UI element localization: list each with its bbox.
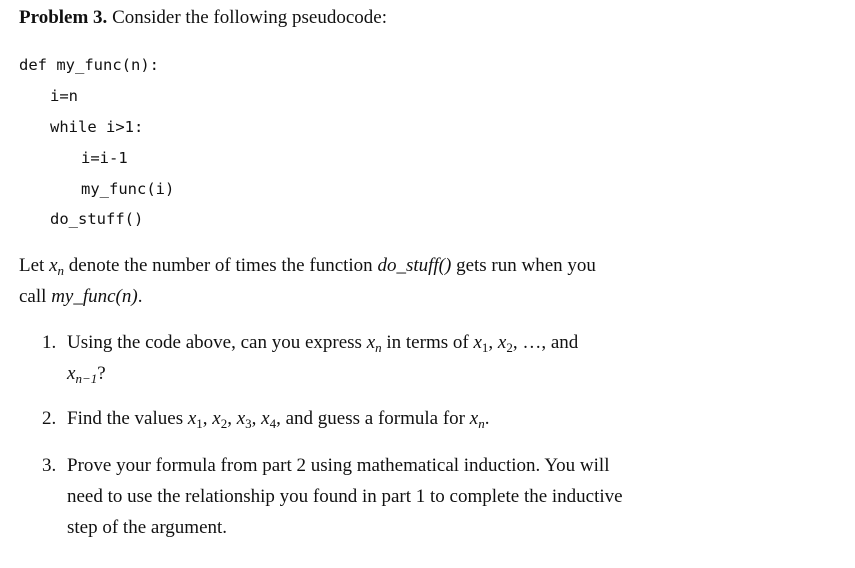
- math-var: x: [261, 408, 270, 429]
- code-line-decrement: i=i-1: [81, 149, 128, 167]
- math-subscript: [482, 340, 489, 355]
- math-subscript: [221, 416, 228, 431]
- item-text: and guess a formula for: [285, 408, 465, 429]
- math-subscript: [506, 340, 513, 355]
- intro-line-2: [19, 285, 142, 309]
- code-line-do-stuff: do_stuff(): [50, 210, 144, 228]
- math-ellipsis: …: [522, 332, 542, 353]
- item-text: ?: [97, 363, 106, 384]
- item-2-line-1: Find the values $x_1$, $x_2$, $x_3$, $x_4$, and guess a formula for $x_n$.: [67, 408, 490, 431]
- item-3-line-3: step of the argument.: [67, 517, 228, 538]
- math-var: x: [469, 408, 479, 429]
- item-text: Find the values: [67, 408, 184, 429]
- function-name: do_stuff(): [377, 255, 452, 276]
- intro-text: .: [137, 286, 143, 307]
- code-line-recursive-call: my_func(i): [81, 180, 175, 198]
- math-subscript: [270, 416, 277, 431]
- math-subscript: n: [478, 416, 485, 431]
- item-1-line-2: [67, 362, 106, 386]
- item-3-line-2: need to use the relationship you found in part 1 to complete the inductive: [67, 486, 623, 507]
- math-subscript: n: [57, 263, 65, 278]
- item-text: and: [550, 332, 579, 353]
- subscript-digit: 3: [245, 416, 252, 431]
- subscript-digit: 4: [269, 416, 277, 431]
- math-var: x: [49, 255, 58, 276]
- item-number: 2.: [42, 408, 57, 429]
- item-text: in terms of: [386, 332, 469, 353]
- code-line-def: def my_func(n):: [19, 56, 159, 74]
- math-var: x: [497, 332, 507, 353]
- item-number: 3.: [42, 455, 57, 476]
- math-subscript: n: [375, 340, 382, 355]
- subscript-digit: 1: [196, 416, 203, 431]
- math-var: x: [236, 408, 246, 429]
- math-var: x: [67, 363, 76, 384]
- item-3-line-1: Prove your formula from part 2 using mathematical induction. You will: [67, 455, 610, 476]
- math-subscript: [196, 416, 203, 431]
- math-subscript: [245, 416, 252, 431]
- item-1-line-1: Using the code above, can you express $x_n$ in terms of $x_1$, $x_2$, …, and: [67, 332, 579, 355]
- math-subscript: n−1: [75, 371, 98, 386]
- intro-text: denote the number of times the function: [68, 255, 373, 276]
- item-text: Using the code above, can you express: [67, 332, 362, 353]
- intro-text: Let: [19, 255, 45, 276]
- code-line-assign: i=n: [50, 87, 78, 105]
- problem-heading: [19, 6, 387, 30]
- math-var: x: [212, 408, 221, 429]
- problem-label: Problem 3.: [19, 7, 108, 28]
- intro-text: gets run when you: [456, 255, 596, 276]
- math-var: x: [473, 332, 482, 353]
- code-line-while: while i>1:: [50, 118, 144, 136]
- intro-text: call: [19, 286, 47, 307]
- function-name: my_func(n): [51, 286, 138, 307]
- subscript-digit: 1: [481, 340, 489, 355]
- subscript-digit: 2: [506, 340, 513, 355]
- math-var: x: [187, 408, 197, 429]
- math-var: x: [366, 332, 376, 353]
- problem-intro-text: Consider the following pseudocode:: [112, 7, 387, 28]
- subscript-digit: 2: [220, 416, 228, 431]
- item-text: .: [484, 408, 490, 429]
- intro-line-1: [19, 254, 596, 278]
- item-number: 1.: [42, 332, 57, 353]
